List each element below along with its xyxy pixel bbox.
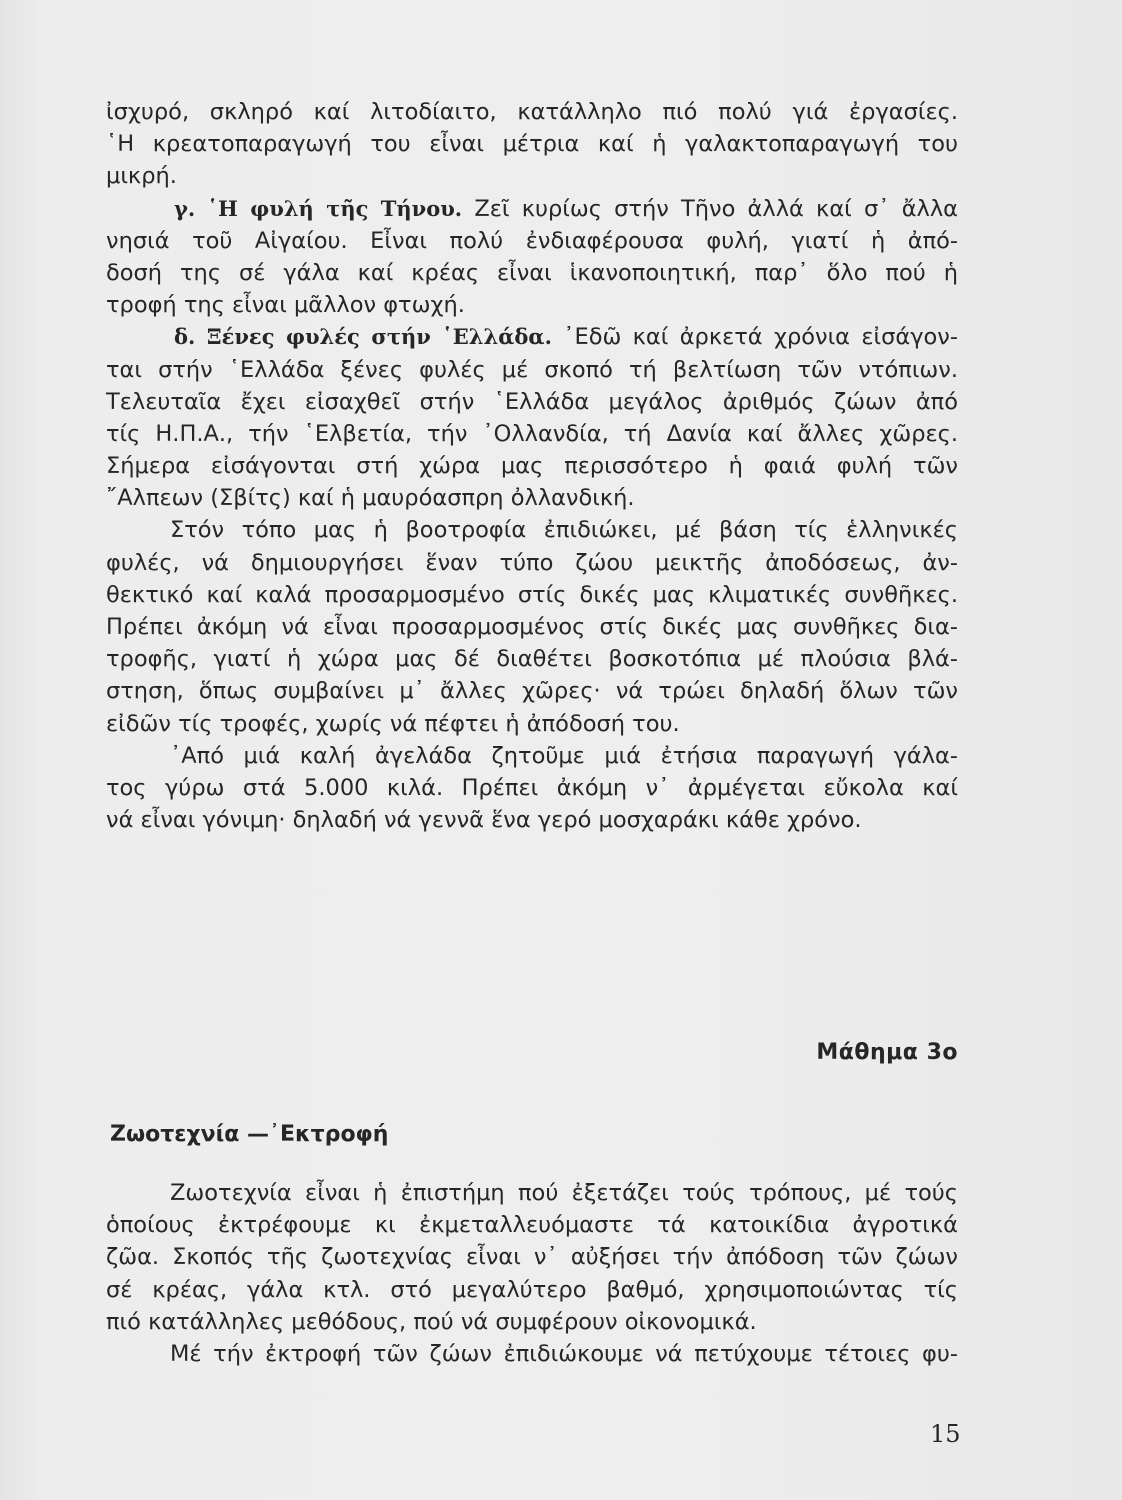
text-line: Ζωοτεχνία εἶναι ἡ ἐπιστήμη πού ἐξετάζει τούς τρόπους, μέ τούς bbox=[170, 1180, 958, 1206]
subsection-line bbox=[106, 321, 958, 353]
text-span: ᾽Εδῶ καί ἀρκετά χρόνια εἰσάγον- bbox=[563, 324, 958, 351]
text-line: εἰδῶν τίς τροφές, χωρίς νά πέφτει ἡ ἀπόδοσή του. bbox=[106, 710, 680, 737]
section-title: Ζωοτεχνία —᾽Εκτροφή bbox=[110, 1122, 389, 1147]
text-line: τροφή της εἶναι μᾶλλον φτωχή. bbox=[106, 292, 465, 319]
text-line: θεκτικό καί καλά προσαρμοσμένο στίς δικές μας κλιματικές συνθῆκες. bbox=[106, 581, 958, 608]
text-line: Τελευταῖα ἔχει εἰσαχθεῖ στήν ῾Ελλάδα μεγάλος ἀριθμός ζώων ἀπό bbox=[106, 388, 958, 415]
text-line: φυλές, νά δημιουργήσει ἕναν τύπο ζώου μεικτῆς ἀποδόσεως, ἀν- bbox=[106, 549, 958, 576]
text-line: ῎Αλπεων (Σβίτς) καί ἡ μαυρόασπρη ὀλλανδική. bbox=[106, 485, 635, 512]
text-line: Στόν τόπο μας ἡ βοοτροφία ἐπιδιώκει, μέ βάση τίς ἑλληνικές bbox=[170, 517, 958, 544]
subsection-label: δ. Ξένες φυλές στήν ῾Ελλάδα. bbox=[174, 324, 552, 350]
text-line: νησιά τοῦ Αἰγαίου. Εἶναι πολύ ἐνδιαφέρουσα φυλή, γιατί ἡ ἀπό- bbox=[106, 227, 958, 254]
text-line: ται στήν ῾Ελλάδα ξένες φυλές μέ σκοπό τή βελτίωση τῶν ντόπιων. bbox=[106, 356, 958, 383]
subsection-label: γ. ῾Η φυλή τῆς Τήνου. bbox=[174, 195, 463, 221]
text-line: τίς Η.Π.Α., τήν ῾Ελβετία, τήν ᾽Ολλανδία, τή Δανία καί ἄλλες χῶρες. bbox=[106, 420, 958, 447]
text-line: Σήμερα εἰσάγονται στή χώρα μας περισσότερο ἡ φαιά φυλή τῶν bbox=[106, 453, 958, 480]
subsection-line bbox=[106, 193, 958, 225]
text-line: ἰσχυρό, σκληρό καί λιτοδίαιτο, κατάλληλο πιό πολύ γιά ἐργασίες. bbox=[106, 99, 958, 125]
text-line: τροφῆς, γιατί ἡ χώρα μας δέ διαθέτει βοσκοτόπια μέ πλούσια βλά- bbox=[106, 646, 958, 673]
page-number: 15 bbox=[930, 1420, 961, 1448]
text-line: Πρέπει ἀκόμη νά εἶναι προσαρμοσμένος στίς δικές μας συνθῆκες δια- bbox=[106, 614, 958, 640]
text-line: ῾Η κρεατοπαραγωγή του εἶναι μέτρια καί ἡ γαλακτοπαραγωγή του bbox=[106, 131, 958, 158]
body-text-top bbox=[106, 96, 958, 836]
text-line: ὁποίους ἐκτρέφουμε κι ἐκμεταλλευόμαστε τά κατοικίδια ἀγροτικά bbox=[106, 1212, 958, 1239]
text-line: νά εἶναι γόνιμη· δηλαδή νά γεννᾶ ἕνα γερό μοσχαράκι κάθε χρόνο. bbox=[106, 807, 862, 834]
text-line: σέ κρέας, γάλα κτλ. στό μεγαλύτερο βαθμό, χρησιμοποιώντας τίς bbox=[106, 1276, 958, 1303]
text-line: δοσή της σέ γάλα καί κρέας εἶναι ἱκανοποιητική, παρ᾽ ὅλο πού ἡ bbox=[106, 259, 958, 286]
text-line: Μέ τήν ἐκτροφή τῶν ζώων ἐπιδιώκουμε νά πετύχουμε τέτοιες φυ- bbox=[170, 1340, 958, 1367]
text-line: τος γύρω στά 5.000 κιλά. Πρέπει ἀκόμη ν᾽ ἀρμέγεται εὔκολα καί bbox=[106, 774, 958, 801]
lesson-title: Μάθημα 3ο bbox=[816, 1040, 958, 1065]
text-span: Ζεῖ κυρίως στήν Τῆνο ἀλλά καί σ᾽ ἄλλα bbox=[474, 195, 958, 222]
text-line: πιό κατάλληλες μεθόδους, πού νά συμφέρουν οἰκονομικά. bbox=[106, 1308, 757, 1335]
text-line: ᾽Από μιά καλή ἀγελάδα ζητοῦμε μιά ἐτήσια παραγωγή γάλα- bbox=[170, 742, 958, 769]
text-line: μικρή. bbox=[106, 163, 177, 190]
body-text-bottom bbox=[106, 1177, 958, 1370]
text-line: στηση, ὅπως συμβαίνει μ᾽ ἄλλες χῶρες· νά τρώει δηλαδή ὅλων τῶν bbox=[106, 678, 958, 705]
text-line: ζῶα. Σκοπός τῆς ζωοτεχνίας εἶναι ν᾽ αὐξήσει τήν ἀπόδοση τῶν ζώων bbox=[106, 1244, 958, 1271]
